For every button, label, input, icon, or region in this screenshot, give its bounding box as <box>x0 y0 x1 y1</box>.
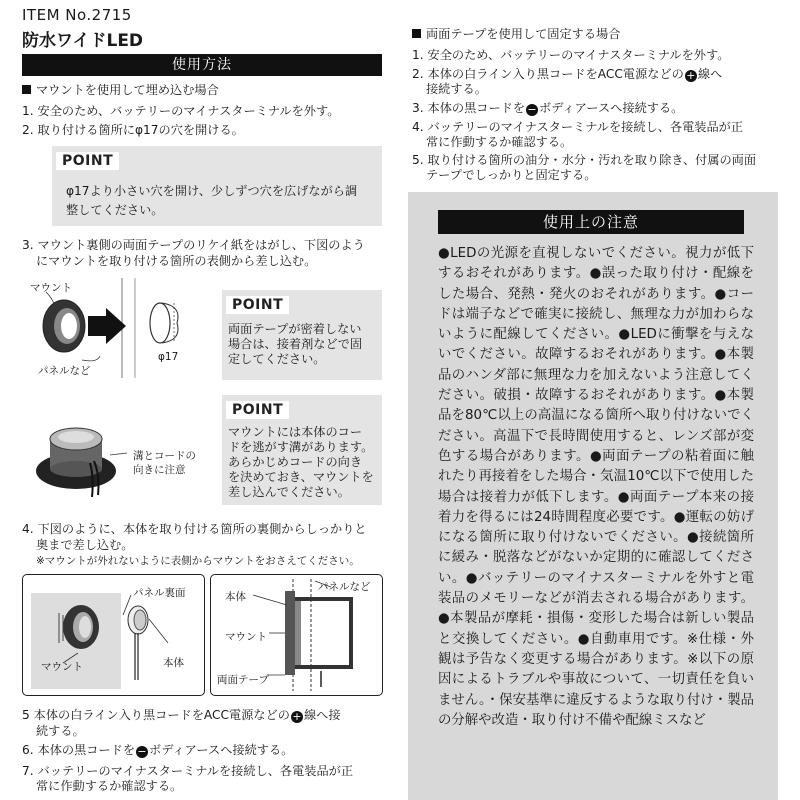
section-tape <box>412 27 620 42</box>
caution-panel <box>408 192 778 800</box>
item-number: ITEM No.2715 <box>22 6 132 24</box>
point3-line1: マウントには本体のコー <box>228 425 363 439</box>
point2-line1: 両面テープが密着しない <box>228 322 362 336</box>
square-bullet-icon <box>22 85 31 94</box>
step-3-line2: にマウントを取り付ける箇所の表側から差し込む。 <box>36 254 317 268</box>
mount-groove-figure <box>32 415 132 505</box>
r-step-3-text-a: 3. 本体の黒コードを <box>412 101 526 115</box>
step-5-text-a: 5 本体の白ライン入り黒コードをACC電源などの <box>22 708 290 722</box>
section-mount-text: マウントを使用して埋め込む場合 <box>36 83 219 97</box>
step-6-text-b: ボディアースへ接続する。 <box>149 743 294 757</box>
step-4-note: ※マウントが外れないように表側からマウントをおさえてください。 <box>36 555 360 567</box>
r-step-5-line1: 5. 取り付ける箇所の油分・水分・汚れを取り除き、付属の両面 <box>412 153 757 167</box>
usage-title: 使用方法 <box>22 54 382 76</box>
minus-icon: − <box>527 103 537 116</box>
point-box-2 <box>222 290 382 380</box>
square-bullet-icon <box>412 29 421 38</box>
step-4-line1: 4. 下図のように、本体を取り付ける箇所の裏側からしっかりと <box>22 522 367 536</box>
fig4-body-label: 本体 <box>225 591 246 603</box>
fig1-mount-label: マウント <box>30 282 72 294</box>
r-step-2-text-b: 線へ <box>697 67 723 81</box>
r-step-5-line2: テープでしっかりと固定する。 <box>426 168 597 182</box>
r-step-3-text-b: ボディアースへ接続する。 <box>539 101 684 115</box>
point1-line1: φ17より小さい穴を開け、少しずつ穴を広げながら調 <box>66 184 358 198</box>
fig4-mount-label: マウント <box>225 631 267 643</box>
fig1-diameter-label: φ17 <box>158 351 179 363</box>
step-6 <box>22 743 293 758</box>
step-4-line2: 奥まで差し込む。 <box>36 538 134 552</box>
r-step-2-line2: 接続する。 <box>426 82 487 96</box>
figure-box-left <box>22 574 205 696</box>
fig2-label-line1: 溝とコードの <box>133 450 196 462</box>
fig3-body-label: 本体 <box>163 657 184 669</box>
point-label: POINT <box>226 401 289 419</box>
plus-icon: + <box>292 710 302 723</box>
point3-line4: を決めておき、マウントを <box>228 470 374 484</box>
caution-text: ●LEDの光源を直視しないでください。視力が低下するおそれがあります。●誤った取り付け・配線をした場合、発熱・発火のおそれがあります。●コードは端子などで確実に接続し、無理な力が加わらないように配線してください。●LEDに衝撃を与えないでください。故障するおそれがあります。●本製品のハンダ部に無理な力を加えないよう注意してください。破損・故障するおそれがあります。●本製品を80℃以上の高温になる箇所へ取り付けないでください。高温下で長時間使用すると、レンズ部が変色する場合があります。●両面テープの粘着面に触れたり再接着をした場合・気温10℃以下で使用した場合は接着力が低下します。●両面テープ本来の接着力を得るには24時間程度必要です。●運転の妨げになる箇所に取り付けないでください。●接続箇所に緩み・脱落などがないか定期的に確認してください。●バッテリーのマイナスターミナルを外すと電装品のメモリーなどが消去される場合があります。●本製品が摩耗・損傷・変形した場合は新しい製品と交換してください。●自動車用です。※仕様・外観は予告なく変更する場合があります。※以下の原因によるトラブルや事故について、一切責任を負いません。・保安基準に違反するような取り付け・製品の分解や改造・取り付け不備や配線ミスなど <box>438 246 754 728</box>
step-1: 1. 安全のため、バッテリーのマイナスターミナルを外す。 <box>22 104 340 118</box>
point3-line2: ドを逃がす溝があります。 <box>228 440 374 454</box>
fig4-tape-label: 両面テープ <box>217 674 269 686</box>
point3-line3: あらかじめコードの向き <box>228 455 363 469</box>
step-2: 2. 取り付ける箇所にφ17の穴を開ける。 <box>22 123 244 137</box>
r-step-4-line2: 常に作動するか確認する。 <box>426 135 573 149</box>
point2-line2: 場合は、接着剤などで固 <box>228 337 363 351</box>
section-tape-text: 両面テープを使用して固定する場合 <box>426 27 621 41</box>
plus-icon: + <box>686 69 696 82</box>
step-6-text-a: 6. 本体の黒コードを <box>22 743 136 757</box>
point-box-1 <box>52 146 382 226</box>
fig4-panel-label: パネルなど <box>318 581 371 593</box>
product-name: 防水ワイドLED <box>22 31 144 51</box>
figure-box-right <box>210 574 383 696</box>
point2-line3: 定してください。 <box>228 352 326 366</box>
r-step-1: 1. 安全のため、バッテリーのマイナスターミナルを外す。 <box>412 48 730 62</box>
step-5-text-b: 線へ接 <box>303 708 341 722</box>
caution-title: 使用上の注意 <box>438 210 744 234</box>
step-5-line2: 続する。 <box>36 724 85 738</box>
fig3-mount-label: マウント <box>41 661 83 673</box>
step-7-line2: 常に作動するか確認する。 <box>36 779 183 793</box>
r-step-2-text-a: 2. 本体の白ライン入り黒コードをACC電源などの <box>412 67 684 81</box>
step-7-line1: 7. バッテリーのマイナスターミナルを接続し、各電装品が正 <box>22 764 354 778</box>
minus-icon: − <box>137 745 147 758</box>
r-step-4-line1: 4. バッテリーのマイナスターミナルを接続し、各電装品が正 <box>412 120 744 134</box>
point-label: POINT <box>56 152 119 170</box>
point1-line2: 整してください。 <box>66 203 164 217</box>
step-3-line1: 3. マウント裏側の両面テープのリケイ紙をはがし、下図のよう <box>22 238 365 252</box>
fig1-panel-label: パネルなど <box>38 365 91 377</box>
point-box-3 <box>222 395 382 505</box>
fig2-label-line2: 向きに注意 <box>133 464 186 476</box>
r-step-2-line1 <box>412 67 722 82</box>
point-label: POINT <box>226 296 289 314</box>
step-5-line1 <box>22 708 341 723</box>
point3-line5: 差し込んでください。 <box>228 485 350 499</box>
section-mount <box>22 83 219 98</box>
r-step-3 <box>412 101 683 116</box>
fig3-panel-back-label: パネル裏面 <box>133 587 186 599</box>
